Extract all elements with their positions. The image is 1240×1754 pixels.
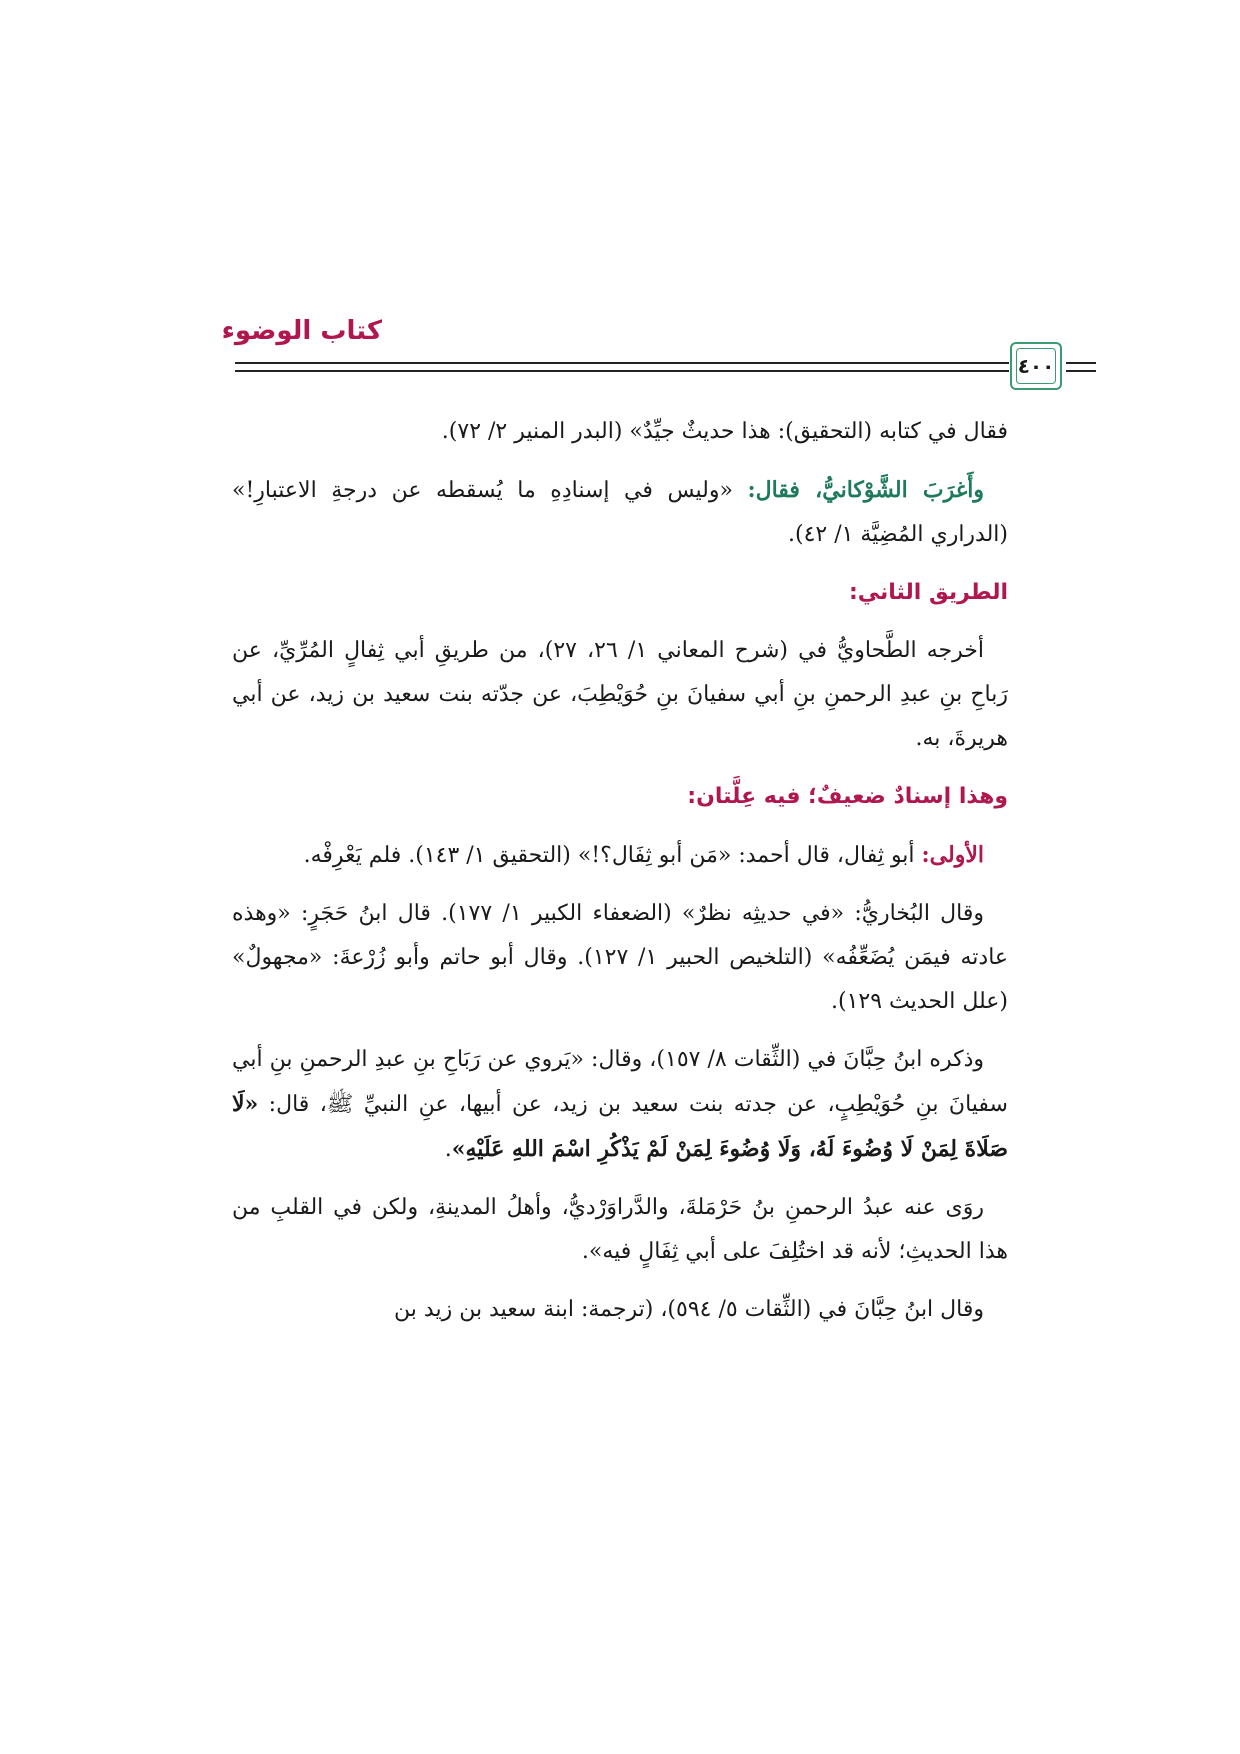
paragraph-2 — [232, 468, 1008, 557]
page-number: ٤٠٠ — [1017, 354, 1055, 378]
paragraph-2-text: «وليس في إسنادِهِ ما يُسقطه عن درجةِ الاعتبارِ!» (الدراري المُضِيَّة ١/ ٤٢). — [232, 478, 1008, 547]
header-rule-short-top — [1066, 362, 1096, 364]
paragraph-1: فقال في كتابه (التحقيق): هذا حديثٌ جيِّدٌ» (البدر المنير ٢/ ٧٢). — [441, 419, 1008, 444]
paragraph-2-lead: وأَغرَبَ الشَّوْكانيُّ، فقال: — [747, 477, 984, 503]
paragraph-3: أخرجه الطَّحاويُّ في (شرح المعاني ١/ ٢٦، ٢٧)، من طريقِ أبي ثِفالٍ المُرِّيِّ، عن رَباحِ بنِ عبدِ الرحمنِ بنِ أبي سفيانَ بنِ حُوَيْطِبَ، عن جدّته بنت سعيد بن زيد، عن أبي هريرةَ، به. — [232, 638, 1008, 751]
section-heading-second-route: الطريق الثاني: — [848, 580, 1008, 605]
paragraph-6-end: . — [444, 1137, 452, 1162]
hadith-quote: «لَا صَلَاةَ لِمَنْ لَا وُضُوءَ لَهُ، وَلَا وُضُوءَ لِمَنْ لَمْ يَذْكُرِ اسْمَ اللهِ عَلَيْهِ» — [232, 1091, 1008, 1162]
header-rule-top — [235, 362, 1009, 364]
paragraph-4 — [232, 833, 1008, 878]
paragraph-4-text: أبو ثِفال، قال أحمد: «مَن أبو ثِفَال؟!» (التحقيق ١/ ١٤٣). فلم يَعْرِفْه. — [303, 843, 922, 868]
section-heading-weakness: وهذا إسنادٌ ضعيفٌ؛ فيه عِلَّتان: — [687, 784, 1008, 809]
page-number-frame-icon — [1016, 348, 1056, 384]
running-title: كتاب الوضوء — [221, 316, 382, 346]
paragraph-5: وقال البُخاريُّ: «في حديثِه نظرٌ» (الضعفاء الكبير ١/ ١٧٧). قال ابنُ حَجَرٍ: «وهذه عادته فيمَن يُضَعِّفُه» (التلخيص الحبير ١/ ١٢٧). وقال أبو حاتم وأبو زُرْعةَ: «مجهولٌ» (علل الحديث ١٢٩). — [232, 901, 1009, 1014]
paragraph-6 — [232, 1038, 1008, 1172]
paragraph-4-lead: الأولى: — [921, 842, 984, 868]
paragraph-6-text: وذكره ابنُ حِبَّانَ في (الثِّقات ٨/ ١٥٧)، وقال: «يَروي عن رَبَاحِ بنِ عبدِ الرحمنِ بنِ أبي سفيانَ بنِ حُوَيْطِبٍ، عن جدته بنت سعيد بن زيد، عن أبيها، عنِ النبيِّ ﷺ، قال: — [232, 1047, 1008, 1117]
paragraph-7: روَى عنه عبدُ الرحمنِ بنُ حَرْمَلةَ، والدَّراوَرْديُّ، وأهلُ المدينةِ، ولكن في القلبِ من هذا الحديثِ؛ لأنه قد اختُلِفَ على أبي ثِفَالٍ فيه». — [232, 1195, 1008, 1264]
page-body — [232, 410, 1008, 1346]
paragraph-8: وقال ابنُ حِبَّانَ في (الثِّقات ٥/ ٥٩٤)، (ترجمة: ابنة سعيد بن زيد بن — [394, 1297, 984, 1322]
header-rule-bottom — [235, 370, 1009, 372]
header-rule-short-bottom — [1066, 370, 1096, 372]
page-number-badge — [1010, 342, 1062, 390]
